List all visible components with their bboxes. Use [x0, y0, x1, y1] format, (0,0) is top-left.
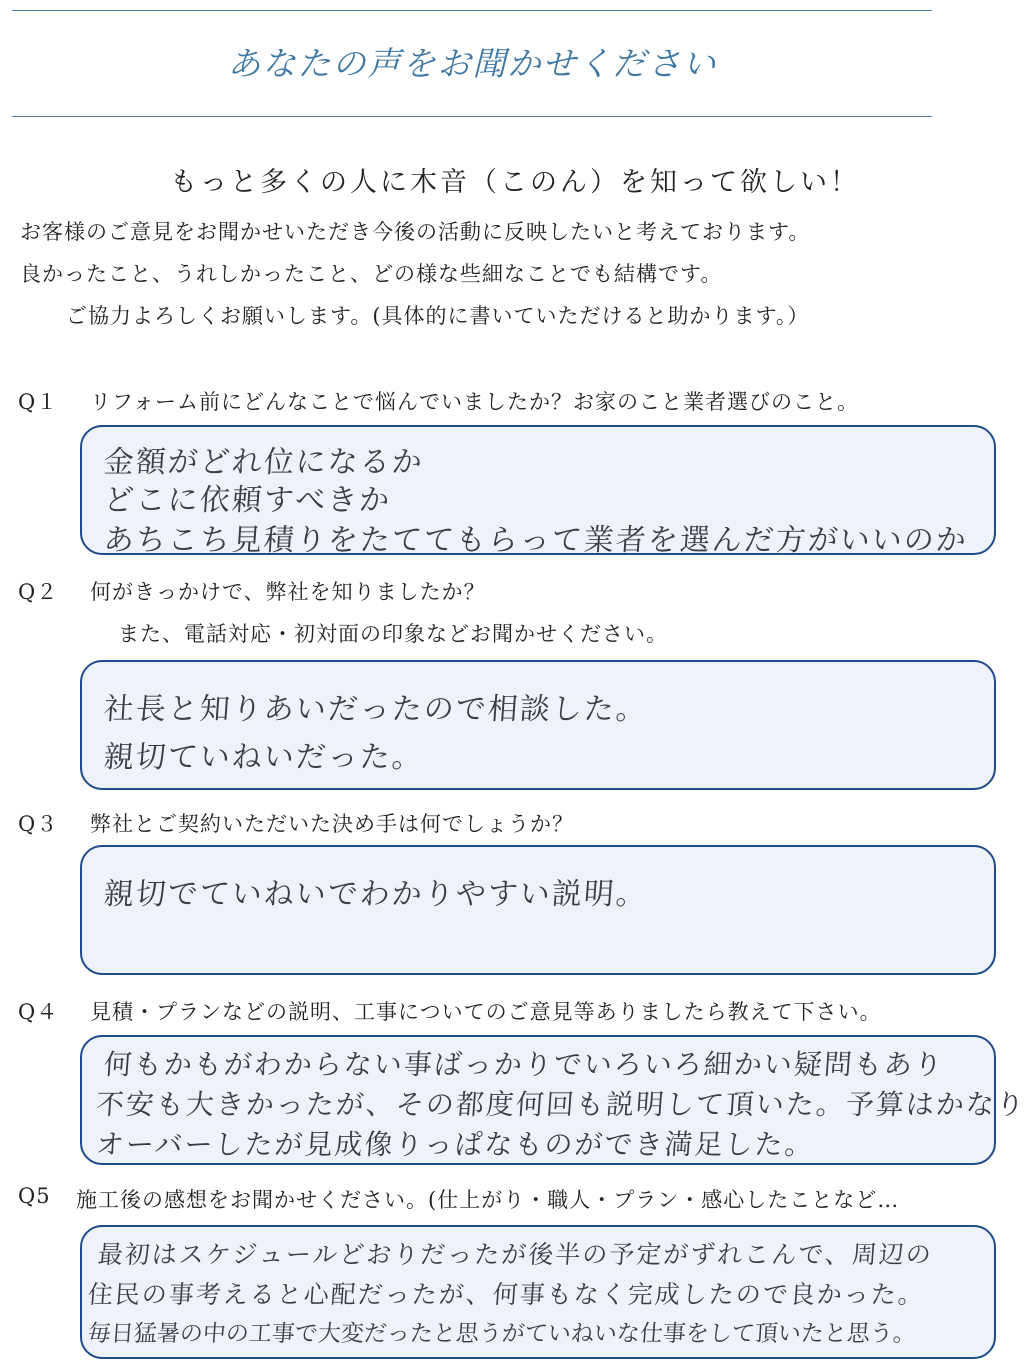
question-number: Q5 [18, 1184, 51, 1208]
answer-line: 親切ていねいだった。 [102, 740, 425, 775]
answer-box-3 [80, 845, 996, 975]
answer-line: あちこち見積りをたててもらって業者を選んだ方がいいのか [102, 523, 969, 558]
intro-headline: もっと多くの人に木音（このん）を知って欲しい！ [170, 167, 860, 198]
question-text: 見積・プランなどの説明、工事についてのご意見等ありましたら教えて下さい。 [90, 1000, 882, 1024]
answer-line: 毎日猛暑の中の工事で大変だったと思うがていねいな仕事をして頂いたと思う。 [86, 1321, 917, 1347]
question-text: 何がきっかけで、弊社を知りましたか？ [90, 580, 486, 604]
answer-box-4 [80, 1035, 1028, 1165]
answer-line: どこに依頼すべきか [102, 483, 393, 518]
answer-box-5 [80, 1225, 996, 1359]
question-number: Q１ [18, 390, 59, 414]
answer-line: 最初はスケジュールどおりだったが後半の予定がずれこんで、周辺の [96, 1240, 934, 1269]
question-number: Q２ [18, 580, 59, 604]
intro-line-2: 良かったこと、うれしかったこと、どの様な些細なことでも結構です。 [20, 262, 723, 286]
top-rule [12, 10, 932, 11]
question-2-subtext: また、電話対応・初対面の印象などお聞かせください。 [118, 622, 668, 646]
intro-line-1: お客様のご意見をお聞かせいただき今後の活動に反映したいと考えております。 [20, 220, 811, 244]
question-number: Q３ [18, 812, 59, 836]
answer-line: 不安も大きかったが、その都度何回も説明して頂いた。予算はかなり [94, 1088, 1028, 1121]
title-rule [12, 116, 932, 117]
page-title: あなたの声をお聞かせください [227, 44, 718, 83]
question-number: Q４ [18, 1000, 59, 1024]
answer-line: 社長と知りあいだったので相談した。 [102, 692, 649, 727]
answer-box-2 [80, 660, 996, 790]
answer-box-1 [80, 425, 996, 558]
answer-line: オーバーしたが見成像りっぱなものができ満足した。 [94, 1128, 816, 1161]
question-text: 弊社とご契約いただいた決め手は何でしょうか？ [90, 812, 574, 836]
answer-line: 親切でていねいでわかりやすい説明。 [102, 877, 649, 912]
question-text: 施工後の感想をお聞かせください。(仕上がり・職人・プラン・感心したことなど… [76, 1188, 900, 1212]
question-text: リフォーム前にどんなことで悩んでいましたか？お家のこと業者選びのこと。 [90, 390, 859, 414]
answer-line: 金額がどれ位になるか [102, 445, 425, 480]
answer-line: 何もかもがわからない事ばっかりでいろいろ細かい疑問もあり [102, 1048, 946, 1081]
intro-line-3: ご協力よろしくお願いします。(具体的に書いていただけると助かります。） [66, 304, 810, 328]
answer-line: 住民の事考えると心配だったが、何事もなく完成したので良かった。 [86, 1280, 926, 1309]
